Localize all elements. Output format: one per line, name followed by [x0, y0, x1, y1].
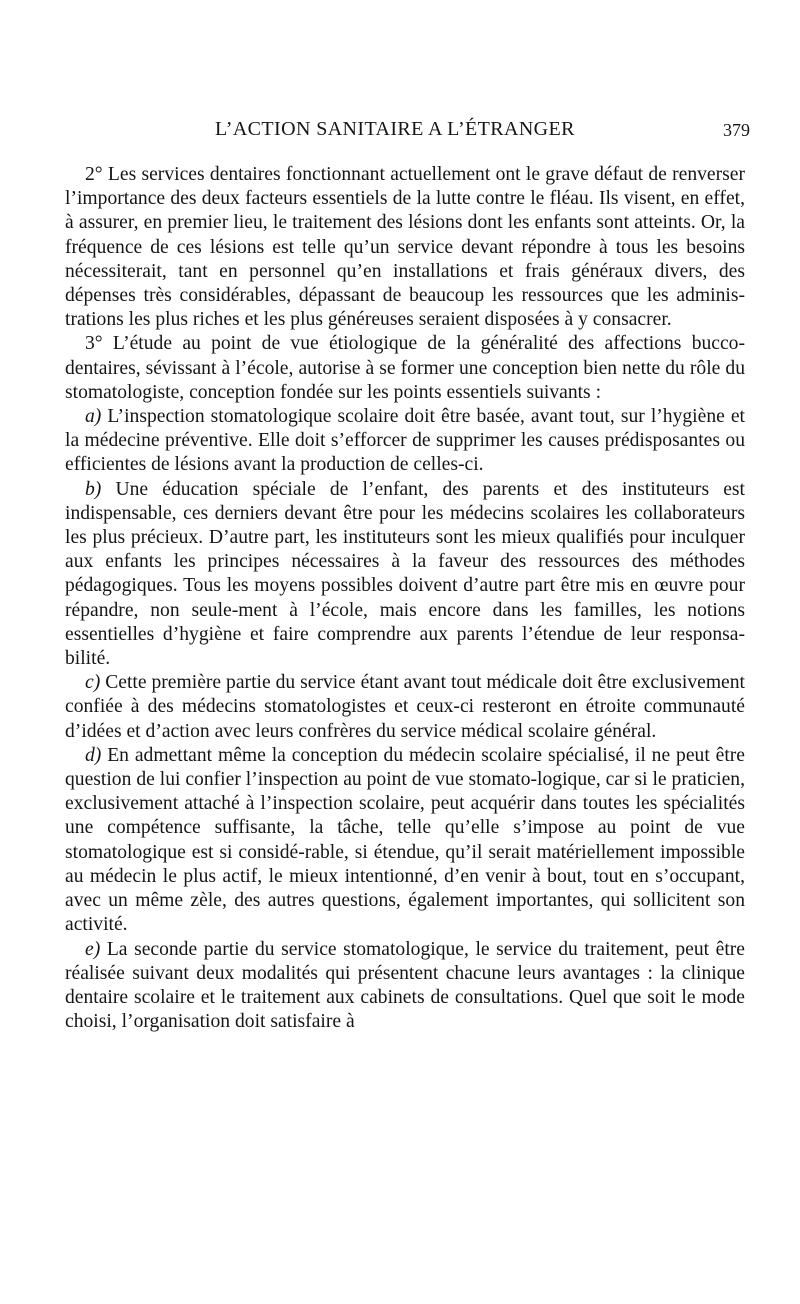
body-text: [65, 163, 745, 1034]
paragraph-b: [65, 478, 745, 672]
page-header: [0, 118, 800, 146]
item-label: b): [85, 478, 102, 500]
item-label: a): [85, 406, 102, 428]
running-title: L’ACTION SANITAIRE A L’ÉTRANGER: [215, 118, 575, 140]
paragraph-e: [65, 938, 745, 1035]
paragraph-text: Une éducation spéciale de l’enfant, des parents et des instituteurs est indispensable, ces derniers devant être pour les médecins scolaires les collaborateurs les plus précieux. D’autre part, les instituteurs sont les mieux qualifiés pour inculquer aux enfants les principes nécessaires à la faveur des ressources des méthodes pédagogiques. Tous les moyens possibles doivent d’autre part être mis en œuvre pour répandre, non seule-ment à l’école, mais encore dans les familles, les notions essentielles d’hygiène et faire comprendre aux parents l’étendue de leur responsa-bilité.: [65, 478, 745, 670]
paragraph-text: La seconde partie du service stomatologique, le service du traitement, peut être réalisée suivant deux modalités qui présentent chacune leurs avantages : la clinique dentaire scolaire et le traitement aux cabinets de consultations. Quel que soit le mode choisi, l’organisation doit satisfaire à: [65, 938, 746, 1033]
paragraph-text: 2° Les services dentaires fonctionnant actuellement ont le grave défaut de renverser l’importance des deux facteurs essentiels de la lutte contre le fléau. Ils visent, en effet, à assurer, en premier lieu, le traitement des lésions dont les enfants sont atteints. Or, la fréquence de ces lésions est telle qu’un service devant répondre à tous les besoins nécessiterait, tant en personnel qu’en installations et frais généraux divers, des dépenses très considérables, dépassant de beaucoup les ressources que les adminis-trations les plus riches et les plus généreuses seraient disposées à y consacrer.: [65, 164, 745, 331]
paragraph-c: [65, 671, 745, 744]
item-label: d): [85, 744, 102, 766]
paragraph-3: [65, 332, 745, 405]
page-number: 379: [723, 120, 750, 140]
item-label: c): [85, 672, 101, 694]
paragraph-text: 3° L’étude au point de vue étiologique de la généralité des affections bucco-dentaires, sévissant à l’école, autorise à se former une conception bien nette du rôle du stomatologiste, conception fondée sur les points essentiels suivants :: [65, 333, 745, 403]
paragraph-a: [65, 405, 745, 478]
item-label: e): [85, 938, 101, 960]
paragraph-text: Cette première partie du service étant avant tout médicale doit être exclusivement confiée à des médecins stomatologistes et ceux-ci resteront en étroite communauté d’idées et d’action avec leurs confrères du service médical scolaire général.: [65, 672, 745, 742]
paragraph-text: L’inspection stomatologique scolaire doit être basée, avant tout, sur l’hygiène et la médecine préventive. Elle doit s’efforcer de supprimer les causes prédisposantes ou efficientes de lésions avant la production de celles-ci.: [65, 406, 745, 476]
paragraph-2: [65, 163, 745, 332]
paragraph-text: En admettant même la conception du médecin scolaire spécialisé, il ne peut être question de lui confier l’inspection au point de vue stomato-logique, car si le praticien, exclusivement attaché à l’inspection scolaire, peut acquérir dans toutes les spécialités une compétence suffisante, la tâche, telle qu’elle s’impose au point de vue stomatologique est si considé-rable, si étendue, qu’il serait matériellement impossible au médecin le plus actif, le mieux intentionné, d’en venir à bout, tout en s’occupant, avec un même zèle, des autres questions, également importantes, qui sollicitent son activité.: [65, 744, 745, 936]
paragraph-d: [65, 744, 745, 938]
